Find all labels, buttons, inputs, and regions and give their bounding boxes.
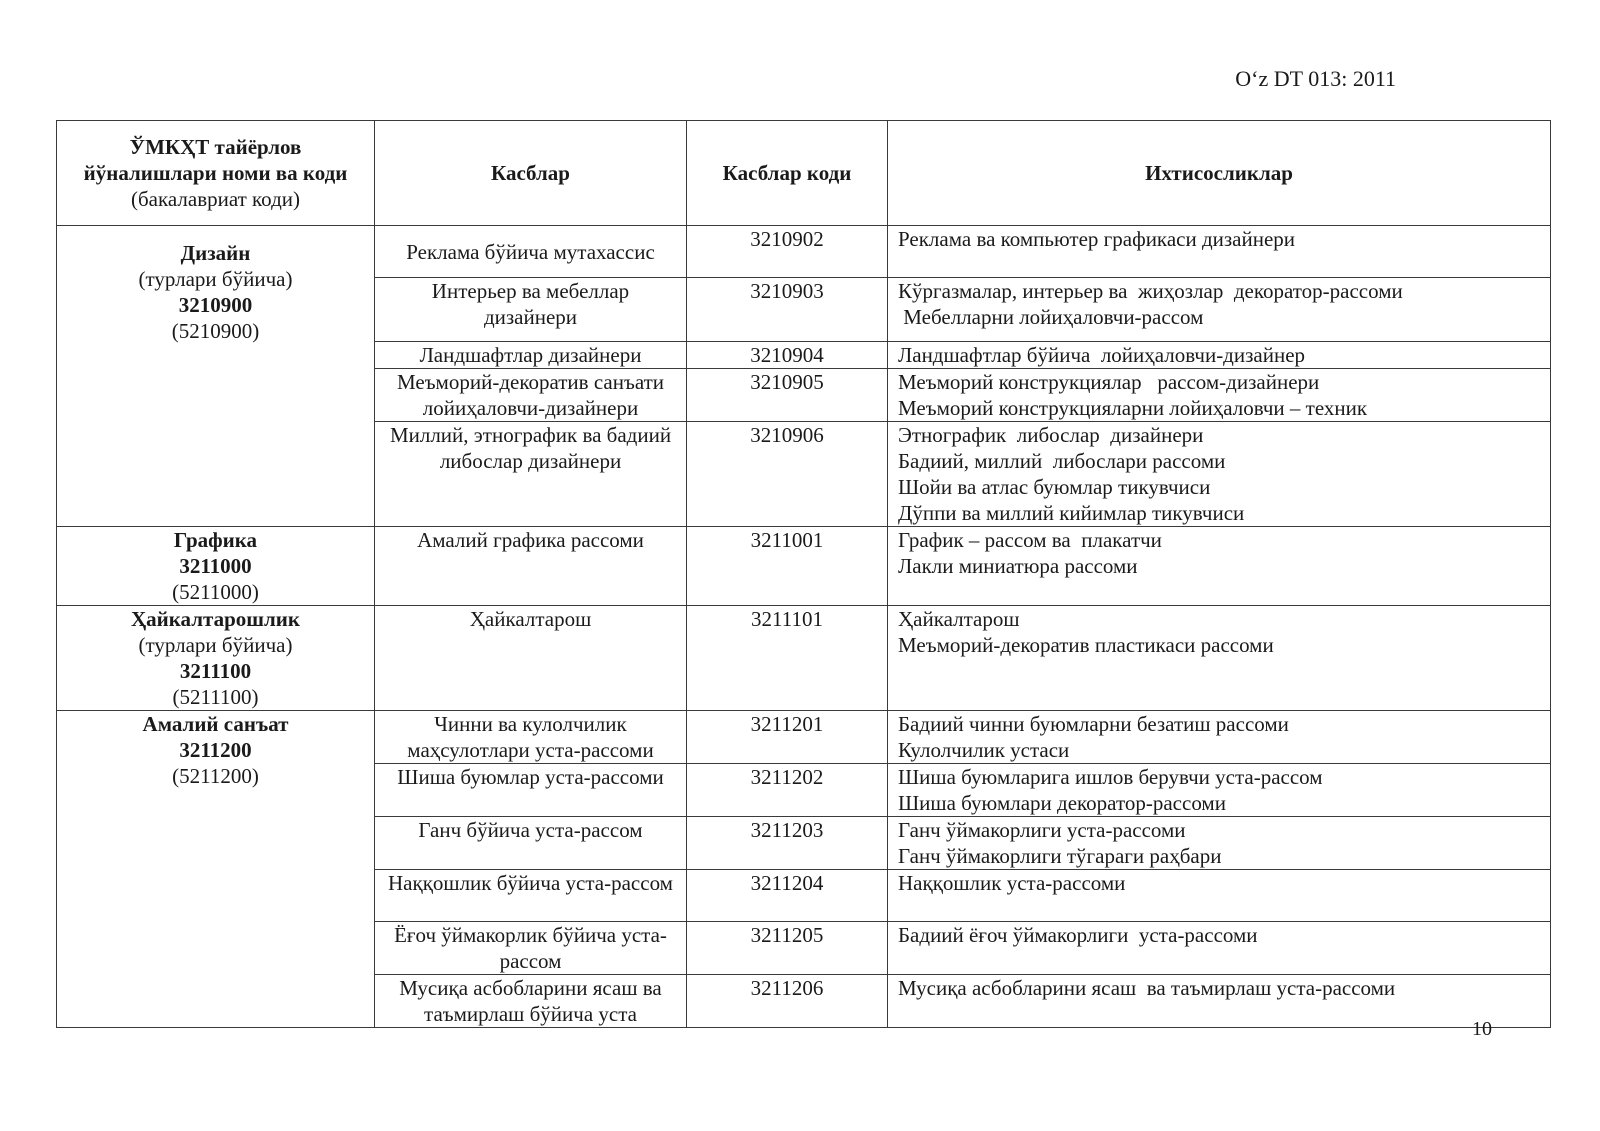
specialty-item: Кулолчилик устаси	[898, 738, 1070, 762]
specialty-item: Шиша буюмлари декоратор-рассоми	[898, 791, 1226, 815]
specialties-cell	[888, 527, 1551, 606]
specialty-item: Этнографик либослар дизайнери	[898, 423, 1204, 447]
profession-cell: Шиша буюмлар уста-рассоми	[375, 764, 687, 817]
header-direction	[57, 121, 375, 226]
table-row	[57, 527, 1551, 606]
direction-code: 3211000	[179, 554, 252, 578]
direction-bachelor-code: (5211000)	[172, 580, 259, 604]
profession-code-cell: 3210904	[687, 342, 888, 369]
profession-code-cell: 3211204	[687, 870, 888, 922]
profession-cell: Мусиқа асбобларини ясаш ва таъмирлаш бўйича уста	[375, 975, 687, 1028]
specialties-cell	[888, 711, 1551, 764]
specialties-cell	[888, 369, 1551, 422]
profession-code-cell: 3210906	[687, 422, 888, 527]
direction-note: (турлари бўйича)	[138, 633, 293, 657]
specialty-item: Ҳайкалтарош	[898, 607, 1020, 631]
specialty-item: Дўппи ва миллий кийимлар тикувчиси	[898, 501, 1245, 525]
profession-cell: Амалий графика рассоми	[375, 527, 687, 606]
profession-cell: Ландшафтлар дизайнери	[375, 342, 687, 369]
specialty-item: Бадиий, миллий либослари рассоми	[898, 449, 1226, 473]
profession-code-cell: 3211202	[687, 764, 888, 817]
specialty-item: Ганч ўймакорлиги тўгараги раҳбари	[898, 844, 1222, 868]
specialty-item: Мусиқа асбобларини ясаш ва таъмирлаш уста-рассоми	[898, 976, 1396, 1000]
direction-cell	[57, 226, 375, 527]
direction-bachelor-code: (5211100)	[172, 685, 259, 709]
header-specialties: Ихтисосликлар	[888, 121, 1551, 226]
direction-code: 3210900	[178, 293, 253, 317]
profession-cell: Наққошлик бўйича уста-рассом	[375, 870, 687, 922]
specialty-item: Бадиий ёғоч ўймакорлиги уста-рассоми	[898, 923, 1258, 947]
specialties-cell	[888, 226, 1551, 278]
header-direction-line1: ЎМКҲТ тайёрлов	[129, 135, 302, 159]
profession-cell: Ҳайкалтарош	[375, 606, 687, 711]
header-direction-line3: (бакалавриат коди)	[131, 187, 300, 211]
specialty-item: Ганч ўймакорлиги уста-рассоми	[898, 818, 1186, 842]
profession-code-cell: 3211203	[687, 817, 888, 870]
profession-code-cell: 3210902	[687, 226, 888, 278]
specialty-item: Реклама ва компьютер графикаси дизайнери	[898, 227, 1296, 251]
document-code: O‘z DT 013: 2011	[1235, 66, 1396, 91]
specialty-item: Шиша буюмларига ишлов берувчи уста-рассом	[898, 765, 1323, 789]
table-body	[57, 226, 1551, 1028]
specialties-cell	[888, 975, 1551, 1028]
profession-code-cell: 3211206	[687, 975, 888, 1028]
specialty-item: Мебелларни лойиҳаловчи-рассом	[898, 305, 1204, 329]
specialty-item: Лакли миниатюра рассоми	[898, 554, 1138, 578]
specialty-item: Шойи ва атлас буюмлар тикувчиси	[898, 475, 1211, 499]
specialties-cell	[888, 922, 1551, 975]
profession-cell: Меъморий-декоратив санъати лойиҳаловчи-дизайнери	[375, 369, 687, 422]
profession-cell: Интерьер ва мебеллар дизайнери	[375, 278, 687, 342]
profession-code-cell: 3211101	[687, 606, 888, 711]
direction-name: Дизайн	[180, 241, 251, 265]
specialty-item: График – рассом ва плакатчи	[898, 528, 1162, 552]
table-row	[57, 226, 1551, 278]
specialty-item: Кўргазмалар, интерьер ва жиҳозлар декоратор-рассоми	[898, 279, 1403, 303]
page-number: 10	[1472, 1018, 1492, 1040]
profession-code-cell: 3211201	[687, 711, 888, 764]
profession-cell: Чинни ва кулолчилик маҳсулотлари уста-рассоми	[375, 711, 687, 764]
direction-code: 3211200	[179, 738, 252, 762]
direction-name: Графика	[173, 528, 258, 552]
header-professions: Касблар	[375, 121, 687, 226]
table-row	[57, 711, 1551, 764]
profession-code-cell: 3210905	[687, 369, 888, 422]
professions-table	[56, 120, 1551, 1028]
direction-cell	[57, 711, 375, 1028]
specialties-cell	[888, 278, 1551, 342]
specialty-item: Бадиий чинни буюмларни безатиш рассоми	[898, 712, 1289, 736]
specialties-cell	[888, 764, 1551, 817]
direction-bachelor-code: (5211200)	[172, 764, 259, 788]
specialties-cell	[888, 422, 1551, 527]
profession-code-cell: 3210903	[687, 278, 888, 342]
specialties-cell	[888, 870, 1551, 922]
profession-code-cell: 3211205	[687, 922, 888, 975]
direction-code: 3211100	[179, 659, 252, 683]
profession-cell: Миллий, этнографик ва бадиий либослар дизайнери	[375, 422, 687, 527]
table-row	[57, 606, 1551, 711]
specialty-item: Меъморий-декоратив пластикаси рассоми	[898, 633, 1274, 657]
profession-code-cell: 3211001	[687, 527, 888, 606]
specialties-cell	[888, 817, 1551, 870]
direction-name: Амалий санъат	[142, 712, 289, 736]
specialty-item: Ландшафтлар бўйича лойиҳаловчи-дизайнер	[898, 343, 1306, 367]
direction-cell	[57, 527, 375, 606]
specialty-item: Наққошлик уста-рассоми	[898, 871, 1126, 895]
specialty-item: Меъморий конструкциялар рассом-дизайнери	[898, 370, 1320, 394]
specialty-item: Меъморий конструкцияларни лойиҳаловчи – техник	[898, 396, 1368, 420]
direction-name: Ҳайкалтарошлик	[131, 607, 300, 631]
header-direction-line2: йўналишлари номи ва коди	[83, 161, 348, 185]
profession-cell: Ганч бўйича уста-рассом	[375, 817, 687, 870]
table-header-row	[57, 121, 1551, 226]
direction-note: (турлари бўйича)	[138, 267, 293, 291]
profession-cell: Реклама бўйича мутахассис	[375, 226, 687, 278]
specialties-cell	[888, 606, 1551, 711]
specialties-cell	[888, 342, 1551, 369]
profession-cell: Ёғоч ўймакорлик бўйича уста-рассом	[375, 922, 687, 975]
direction-cell	[57, 606, 375, 711]
direction-bachelor-code: (5210900)	[171, 319, 260, 343]
header-codes: Касблар коди	[687, 121, 888, 226]
